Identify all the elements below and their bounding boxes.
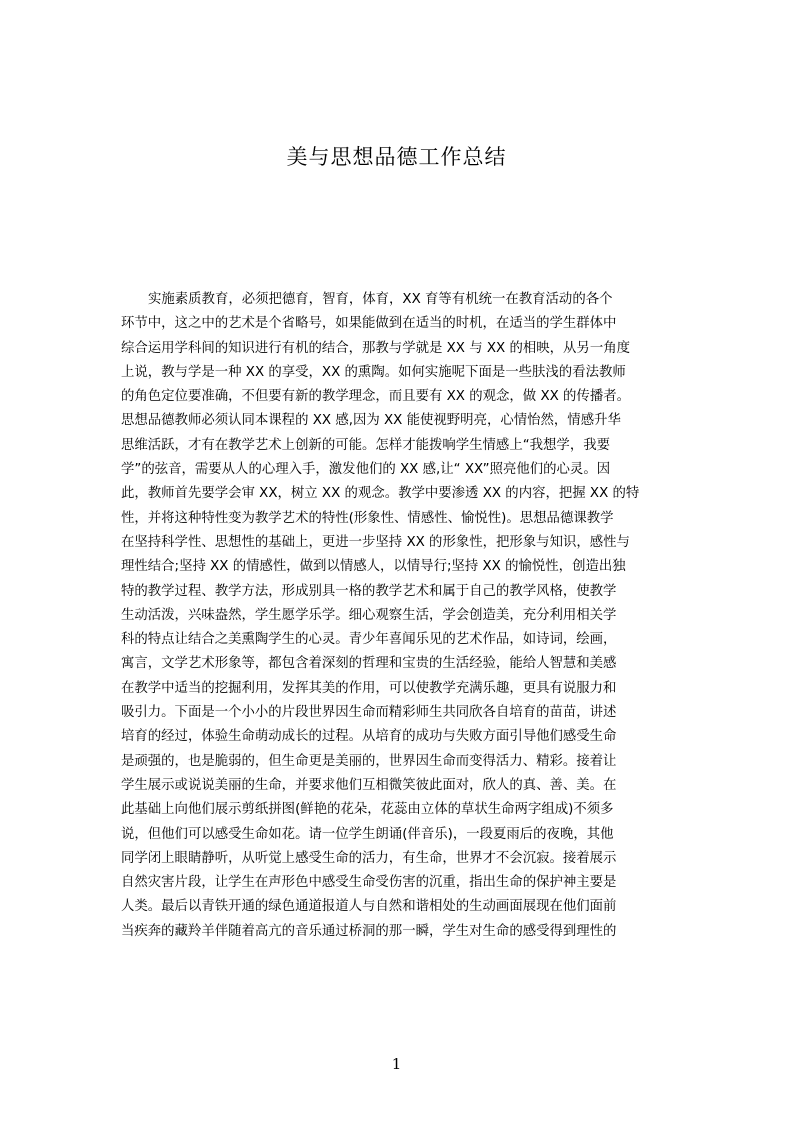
text-line: 学”的弦音，需要从人的心理入手，激发他们的 XX 感,让“ XX”照亮他们的心灵。因 xyxy=(121,462,611,478)
text-line: 的角色定位要准确，不但要有新的教学理念，而且要有 XX 的观念，做 XX 的传播者。 xyxy=(121,389,630,405)
text-line: 生动活泼，兴味盎然，学生愿学乐学。细心观察生活，学会创造美，充分利用相关学 xyxy=(121,607,617,623)
text-line: 综合运用学科间的知识进行有机的结合，那教与学就是 XX 与 XX 的相映，从另一角度 xyxy=(121,340,630,356)
text-line: 理性结合;坚持 XX 的情感性，做到以情感人，以情导行;坚持 XX 的愉悦性，创造出独 xyxy=(121,559,626,575)
text-line: 是顽强的，也是脆弱的，但生命更是美丽的，世界因生命而变得活力、精彩。接着让 xyxy=(121,753,617,769)
document-title: 美与思想品德工作总结 xyxy=(286,145,507,169)
text-line: 此，教师首先要学会审 XX，树立 XX 的观念。教学中要渗透 XX 的内容，把握 XX 的特 xyxy=(121,486,640,502)
text-line: 当疾奔的藏羚羊伴随着高亢的音乐通过桥洞的那一瞬，学生对生命的感受得到理性的 xyxy=(121,923,617,939)
text-line: 思维活跃，才有在教学艺术上创新的可能。怎样才能拨响学生情感上“我想学，我要 xyxy=(121,437,610,453)
text-line: 学生展示或说说美丽的生命，并要求他们互相微笑彼此面对，欣人的真、善、美。在 xyxy=(121,777,617,793)
page-number: 1 xyxy=(391,1055,402,1073)
body-paragraph xyxy=(121,288,697,1048)
text-line: 特的教学过程、教学方法，形成别具一格的教学艺术和属于自己的教学风格，使教学 xyxy=(121,583,617,599)
text-line: 同学闭上眼睛静听，从听觉上感受生命的活力，有生命，世界才不会沉寂。接着展示 xyxy=(121,850,617,866)
text-line: 上说，教与学是一种 XX 的享受，XX 的熏陶。如何实施呢下面是一些肤浅的看法教师 xyxy=(121,364,626,380)
text-line: 科的特点让结合之美熏陶学生的心灵。青少年喜闻乐见的艺术作品，如诗词，绘画， xyxy=(121,632,617,648)
text-line: 寓言，文学艺术形象等，都包含着深刻的哲理和宝贵的生活经验，能给人智慧和美感 xyxy=(121,656,617,672)
text-line: 说，但他们可以感受生命如花。请一位学生朗诵(伴音乐)，一段夏雨后的夜晚，其他 xyxy=(121,826,614,842)
text-line: 在教学中适当的挖掘利用，发挥其美的作用，可以使教学充满乐趣，更具有说服力和 xyxy=(121,680,617,696)
text-line: 实施素质教育，必须把德育，智育，体育，XX 育等有机统一在教育活动的各个 xyxy=(148,292,613,307)
text-line: 在坚持科学性、思想性的基础上，更进一步坚持 XX 的形象性，把形象与知识，感性与 xyxy=(121,534,630,550)
text-line: 思想品德教师必须认同本课程的 XX 感,因为 XX 能使视野明亮，心情怡然，情感升华 xyxy=(121,413,621,429)
text-line: 此基础上向他们展示剪纸拼图(鲜艳的花朵，花蕊由立体的草状生命两字组成)不须多 xyxy=(121,802,614,818)
text-line: 吸引力。下面是一个小小的片段世界因生命而精彩师生共同欣各自培育的苗苗，讲述 xyxy=(121,705,617,721)
text-line: 环节中，这之中的艺术是个省略号，如果能做到在适当的时机，在适当的学生群体中 xyxy=(121,316,617,332)
text-line: 培育的经过，体验生命萌动成长的过程。从培育的成功与失败方面引导他们感受生命 xyxy=(121,729,617,745)
text-line: 人类。最后以青铁开通的绿色通道报道人与自然和谐相处的生动画面展现在他们面前 xyxy=(121,899,617,915)
text-line: 性，并将这种特性变为教学艺术的特性(形象性、情感性、愉悦性)。思想品德课教学 xyxy=(121,510,614,526)
text-line: 自然灾害片段，让学生在声形色中感受生命受伤害的沉重，指出生命的保护神主要是 xyxy=(121,875,617,891)
